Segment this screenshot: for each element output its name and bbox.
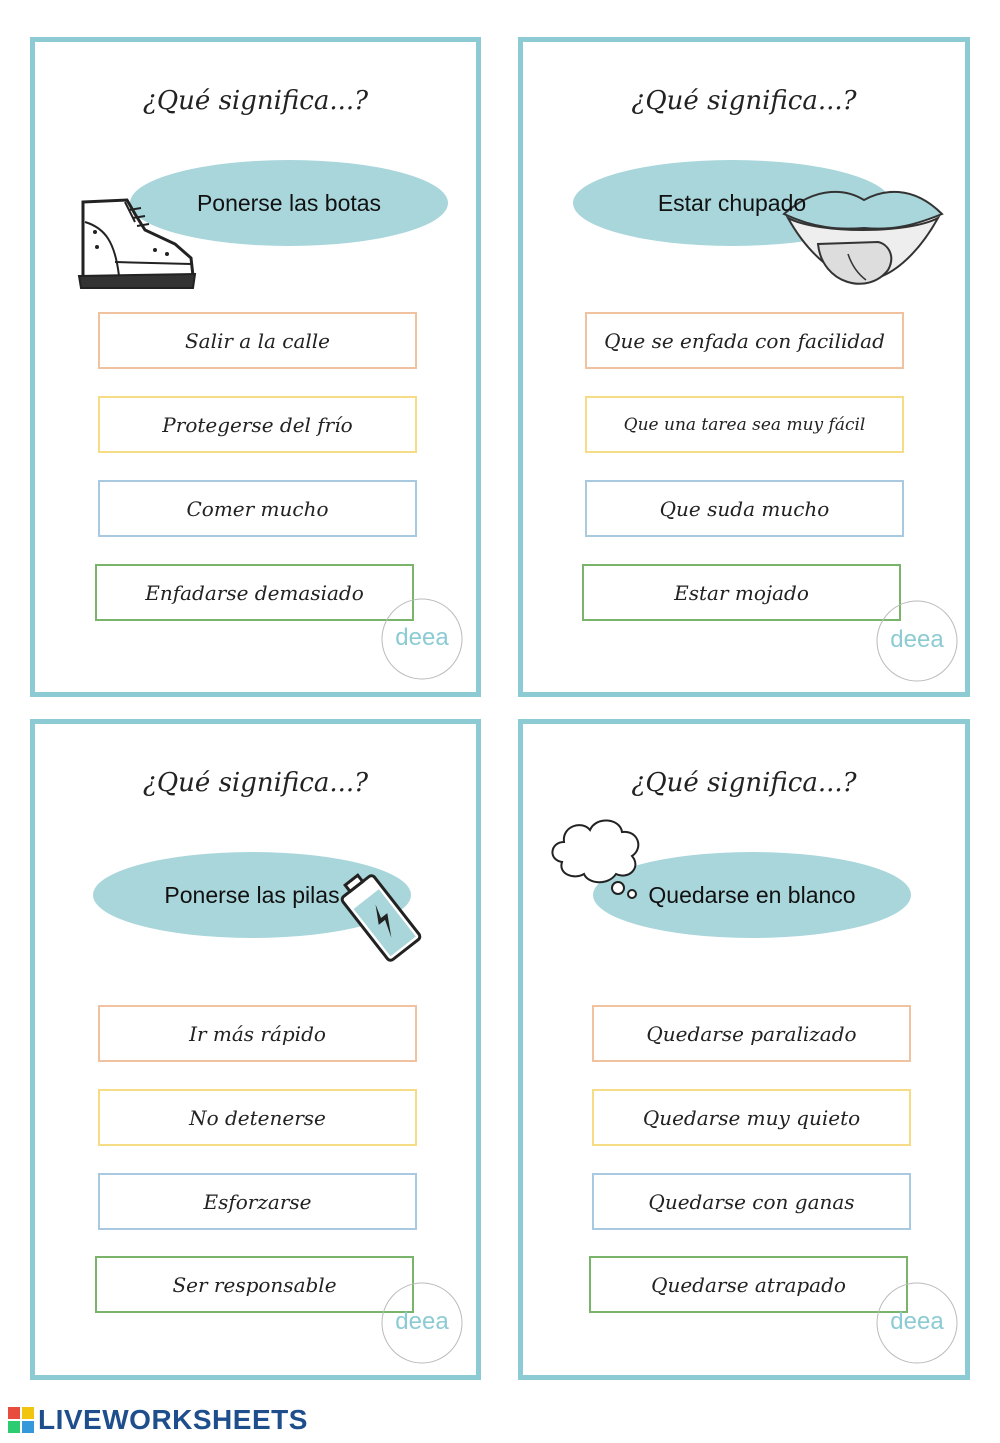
option-4[interactable]: Quedarse atrapado: [589, 1256, 908, 1313]
phrase-text: Estar chupado: [657, 189, 807, 216]
option-4[interactable]: Enfadarse demasiado: [95, 564, 414, 621]
liveworksheets-logo-icon: [8, 1407, 34, 1433]
svg-text:deea: deea: [395, 1308, 449, 1335]
deea-logo: [380, 597, 464, 681]
question-title: ¿Qué significa...?: [142, 768, 369, 798]
card-estar-chupado: [518, 37, 970, 697]
option-2[interactable]: Que una tarea sea muy fácil: [585, 396, 904, 453]
deea-logo: [380, 1281, 464, 1365]
svg-text:deea: deea: [890, 626, 944, 653]
deea-logo: [875, 599, 959, 683]
boot-icon: [75, 192, 197, 292]
brand-name: LIVEWORKSHEETS: [38, 1404, 308, 1435]
card-quedarse-en-blanco: [518, 719, 970, 1380]
option-1[interactable]: Salir a la calle: [98, 312, 417, 369]
phrase-text: Ponerse las pilas: [164, 881, 340, 908]
option-3[interactable]: Esforzarse: [98, 1173, 417, 1230]
option-1[interactable]: Que se enfada con facilidad: [585, 312, 904, 369]
card-ponerse-las-botas: [30, 37, 481, 697]
option-4[interactable]: Estar mojado: [582, 564, 901, 621]
phrase-text: Quedarse en blanco: [648, 881, 856, 908]
battery-icon: [331, 864, 431, 972]
svg-text:deea: deea: [890, 1308, 944, 1335]
card-ponerse-las-pilas: [30, 719, 481, 1380]
phrase-text: Ponerse las botas: [196, 189, 382, 216]
option-2[interactable]: Quedarse muy quieto: [592, 1089, 911, 1146]
option-2[interactable]: No detenerse: [98, 1089, 417, 1146]
thought-cloud-icon: [548, 812, 648, 900]
svg-text:deea: deea: [395, 624, 449, 651]
option-4[interactable]: Ser responsable: [95, 1256, 414, 1313]
option-1[interactable]: Quedarse paralizado: [592, 1005, 911, 1062]
deea-logo: [875, 1281, 959, 1365]
liveworksheets-footer: [8, 1405, 308, 1435]
option-3[interactable]: Quedarse con ganas: [592, 1173, 911, 1230]
question-title: ¿Qué significa...?: [631, 768, 857, 798]
option-3[interactable]: Comer mucho: [98, 480, 417, 537]
option-1[interactable]: Ir más rápido: [98, 1005, 417, 1062]
question-title: ¿Qué significa...?: [631, 86, 857, 116]
option-3[interactable]: Que suda mucho: [585, 480, 904, 537]
option-2[interactable]: Protegerse del frío: [98, 396, 417, 453]
question-title: ¿Qué significa...?: [142, 86, 369, 116]
